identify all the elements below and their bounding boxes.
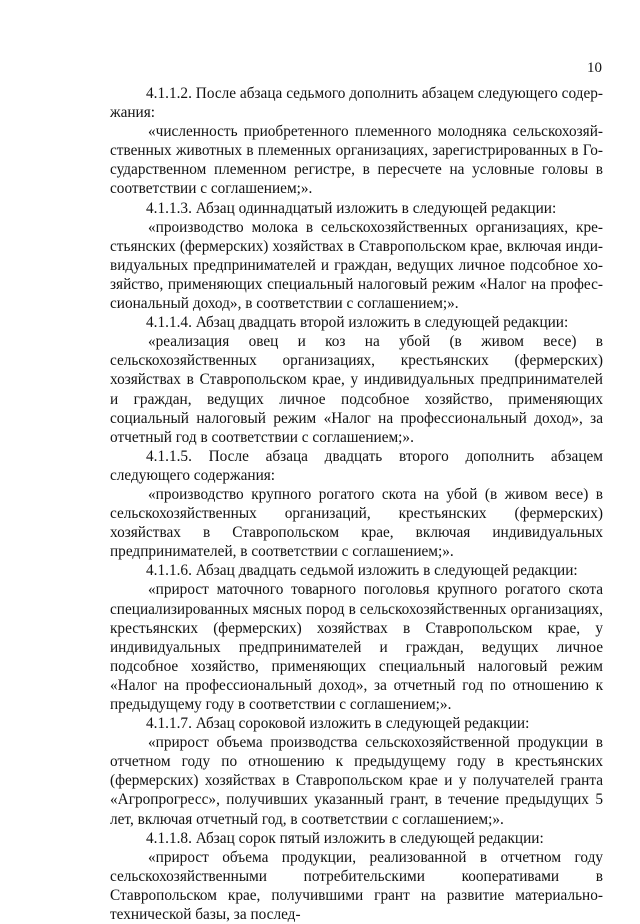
page-number: 10 <box>587 60 602 76</box>
paragraph-4-1-1-2-text: «численность приобретенного племенного молодняка сельскохозяйственных животных в племенных организациях, зарегистрированных в Государственном племенном регистре, в пересчете на условные головы в соответствии с соглашением;». <box>110 123 603 198</box>
paragraph-4-1-1-7-heading: 4.1.1.7. Абзац сороковой изложить в следующей редакции: <box>146 715 530 733</box>
paragraph-4-1-1-7-text: «прирост объема производства сельскохозяйственной продукции в отчетном году по отношению к предыдущему году в крестьянских (фермерских) хозяйствах в Ставропольском крае и у получателей гранта «Агропрогресс», получивших указанный грант, в течение предыдущих 5 лет, включая отчетный год, в соответствии с соглашением;». <box>110 734 603 828</box>
document-body <box>110 84 603 924</box>
paragraph-4-1-1-4-text: «реализация овец и коз на убой (в живом весе) в сельскохозяйственных организациях, крестьянских (фермерских) хозяйствах в Ставропольском крае, у индивидуальных предпринимателей и граждан, ведущих личное подсобное хозяйство, применяющих социальный налоговый режим «Налог на профессиональный доход», за отчетный год в соответствии с соглашением;». <box>110 333 603 446</box>
paragraph-4-1-1-8-heading: 4.1.1.8. Абзац сорок пятый изложить в следующей редакции: <box>146 829 544 847</box>
paragraph-4-1-1-5-heading: 4.1.1.5. После абзаца двадцать второго дополнить абзацем следующего содержания: <box>110 447 603 484</box>
paragraph-4-1-1-6-text: «прирост маточного товарного поголовья крупного рогатого скота специализированных мясных пород в сельскохозяйственных организациях, крестьянских (фермерских) хозяйствах в Ставропольском крае, у индивидуальных предпринимателей и граждан, ведущих личное подсобное хозяйство, применяющих специальный налоговый режим «Налог на профессиональный доход», за отчетный год по отношению к предыдущему году в соответствии с соглашением;». <box>110 581 603 713</box>
paragraph-4-1-1-6-heading: 4.1.1.6. Абзац двадцать седьмой изложить в следующей редакции: <box>146 562 578 580</box>
paragraph-4-1-1-8-text: «прирост объема продукции, реализованной в отчетном году сельскохозяйственными потребительскими кооперативами в Ставропольском крае, получившими грант на развитие материально-технической базы, за послед- <box>110 848 603 924</box>
paragraph-4-1-1-5-text: «производство крупного рогатого скота на убой (в живом весе) в сельскохозяйственных организаций, крестьянских (фермерских) хозяйствах в Ставропольском крае, включая индивидуальных предпринимателей, в соответствии с соглашением;». <box>110 485 603 561</box>
paragraph-4-1-1-3-text: «производство молока в сельскохозяйственных организациях, крестьянских (фермерских) хозяйствах в Ставропольском крае, включая индивидуальных предпринимателей и граждан, ведущих личное подсобное хозяйство, применяющих специальный налоговый режим «Налог на профессиональный доход», в соответствии с соглашением;». <box>110 218 603 313</box>
paragraph-4-1-1-2-heading: 4.1.1.2. После абзаца седьмого дополнить абзацем следующего содержания: <box>110 85 603 122</box>
paragraph-4-1-1-4-heading: 4.1.1.4. Абзац двадцать второй изложить в следующей редакции: <box>146 314 569 332</box>
paragraph-4-1-1-3-heading: 4.1.1.3. Абзац одиннадцатый изложить в следующей редакции: <box>146 199 557 217</box>
